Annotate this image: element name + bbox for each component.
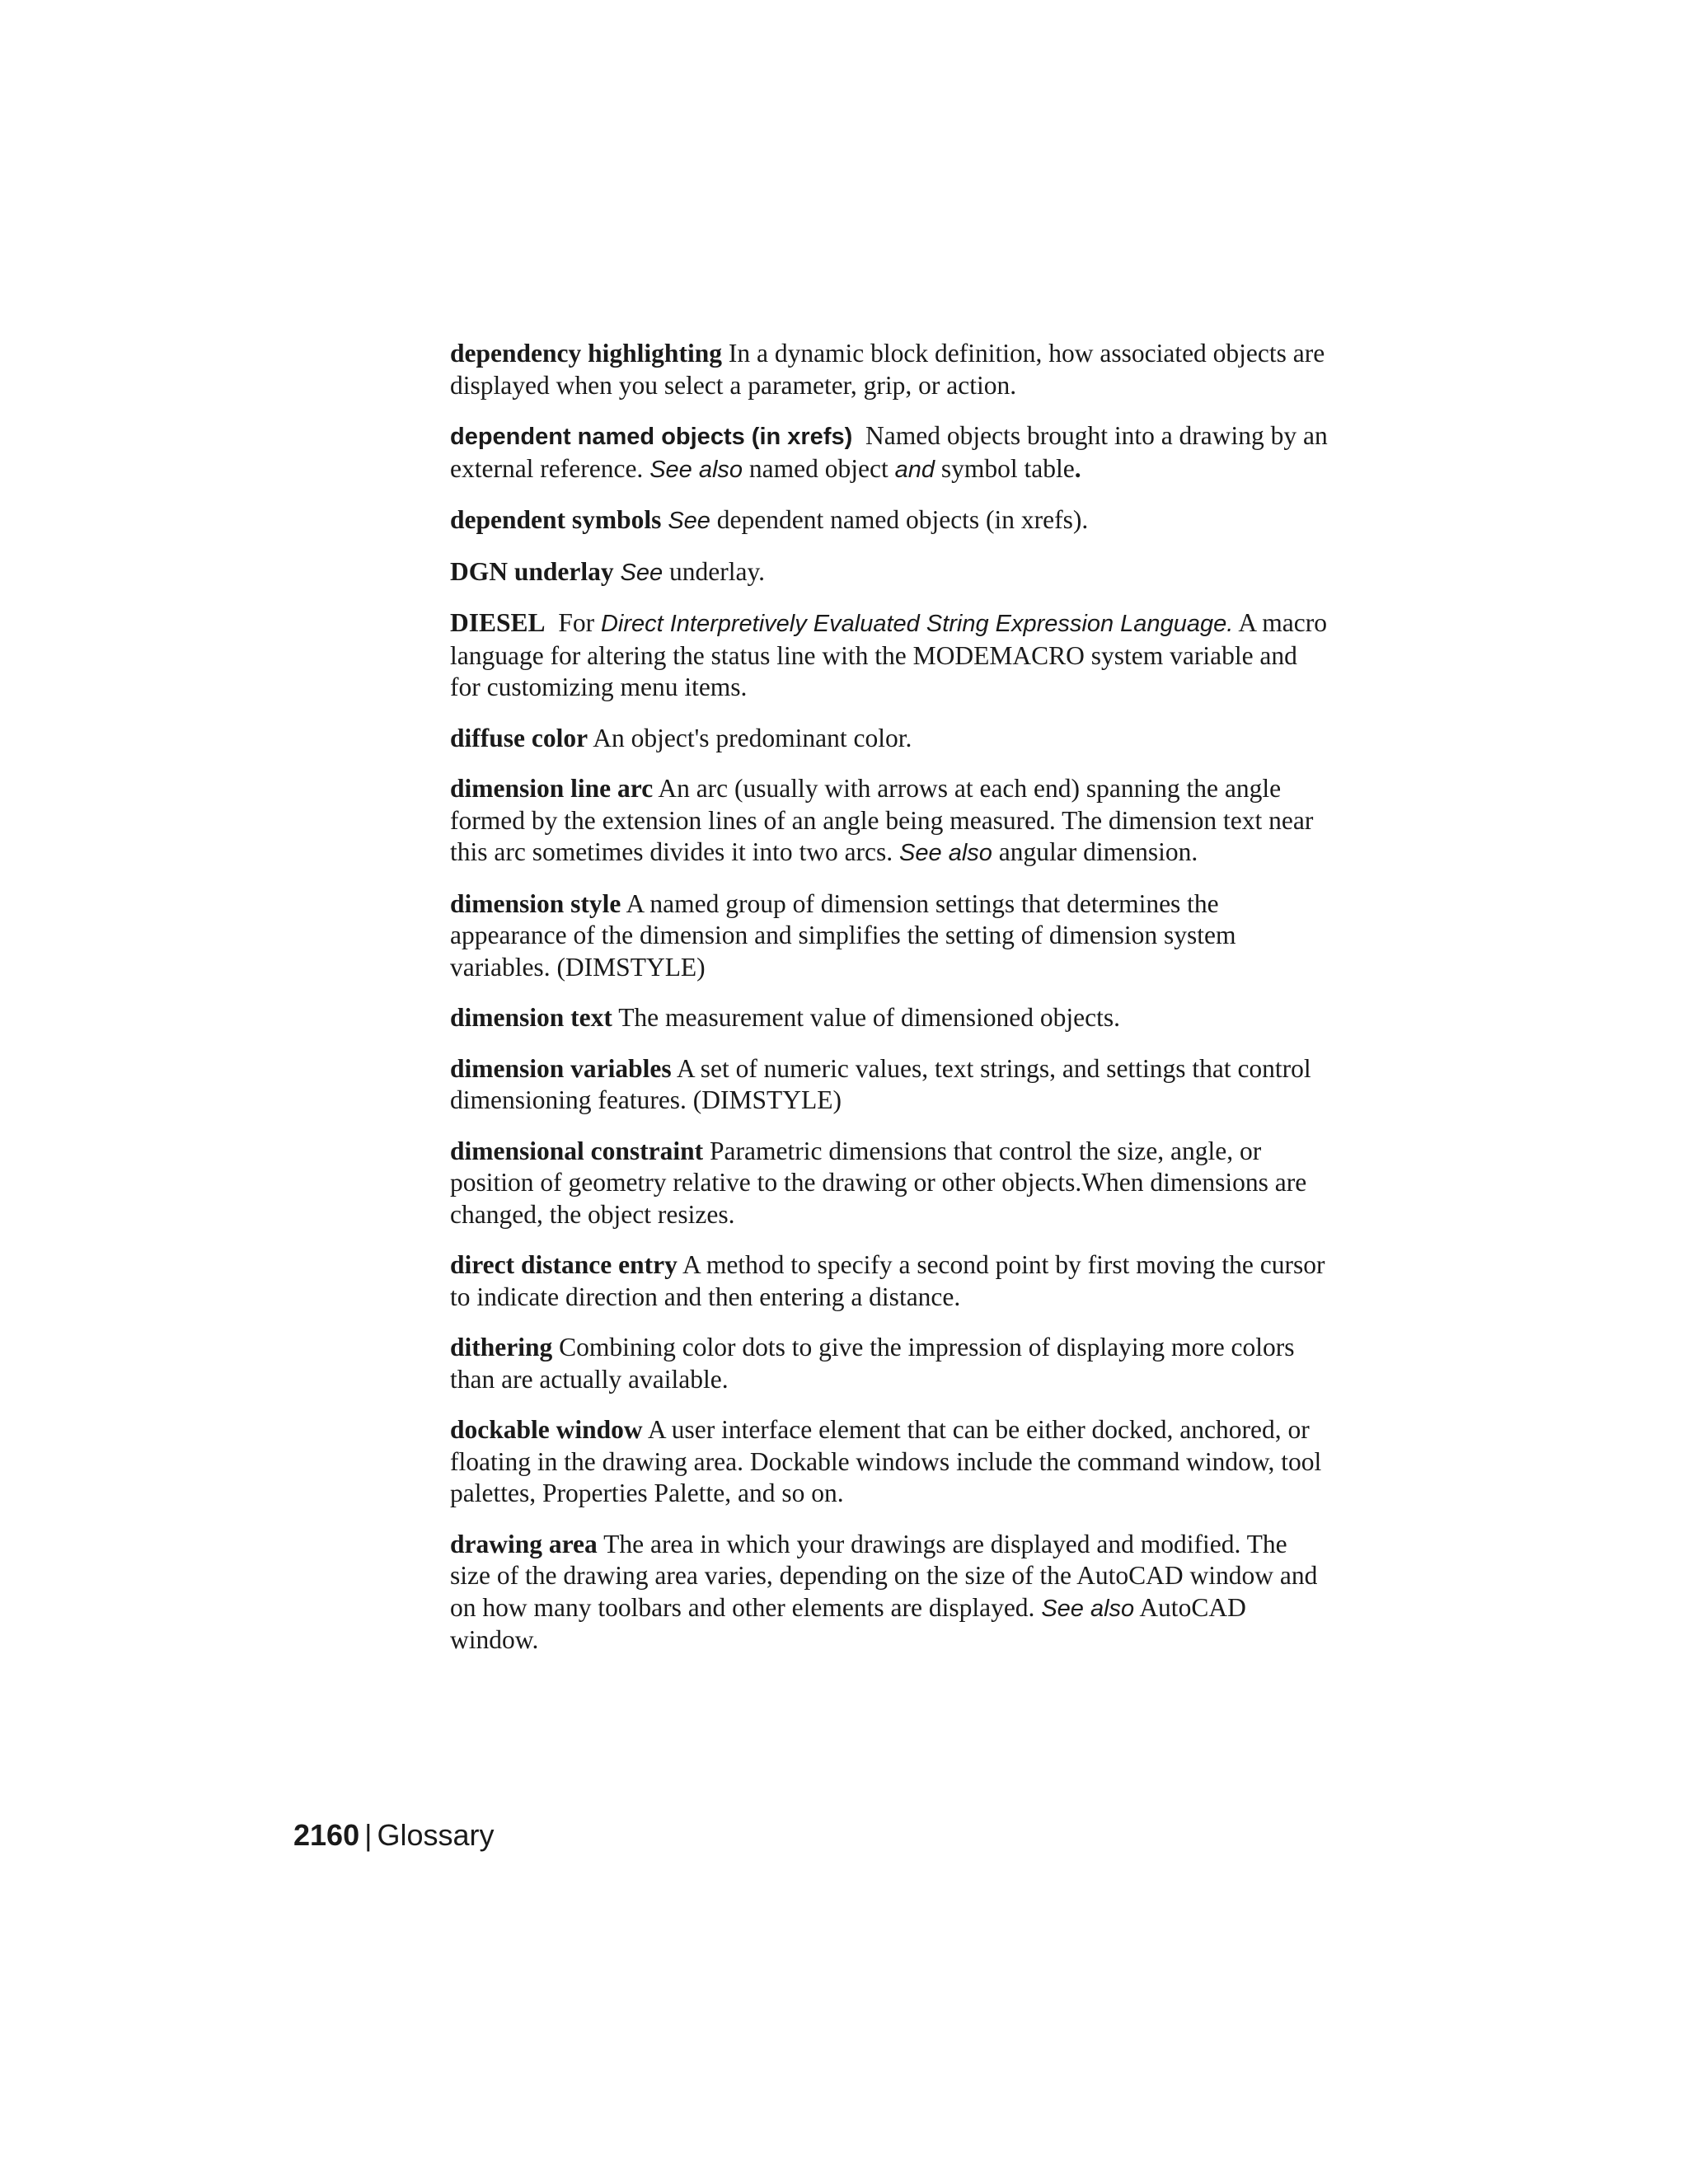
glossary-definition: The area in which your drawings are displayed and modified. The size of the drawing area varies, depending on the size of the AutoCAD window and on how many toolbars and other elements are displayed.: [450, 1529, 1318, 1622]
glossary-term: dimension text: [450, 1003, 612, 1032]
glossary-term: DIESEL: [450, 608, 546, 637]
glossary-term: dithering: [450, 1333, 553, 1361]
see-also-label: See also: [1041, 1595, 1135, 1622]
glossary-term: DGN underlay: [450, 556, 614, 586]
page-number: 2160: [293, 1818, 360, 1852]
cross-reference: dependent named objects (in xrefs).: [716, 505, 1089, 534]
glossary-term: drawing area: [450, 1529, 598, 1558]
glossary-definition: In a dynamic block definition, how associated objects are displayed when you select a parameter, grip, or action.: [450, 339, 1325, 400]
glossary-definition: A named group of dimension settings that determines the appearance of the dimension and simplifies the setting of dimension system variables. (DIMSTYLE): [450, 888, 1236, 982]
glossary-entry: [450, 420, 1332, 485]
glossary-term: dimension variables: [450, 1053, 672, 1083]
glossary-entry: [450, 723, 1332, 755]
glossary-entry: [450, 1529, 1332, 1657]
glossary-definition: Parametric dimensions that control the size, angle, or position of geometry relative to the drawing or other objects.When dimensions are changed, the object resizes.: [450, 1136, 1307, 1229]
see-also-label: See also: [649, 456, 743, 483]
glossary-definition: A macro language for altering the status line with the MODEMACRO system variable and for customizing menu items.: [450, 608, 1327, 701]
cross-reference: underlay.: [669, 556, 766, 586]
page-footer: [293, 1817, 494, 1854]
glossary-entry: [450, 1249, 1332, 1313]
glossary-definition: For: [558, 608, 595, 637]
cross-reference: angular dimension.: [998, 837, 1198, 866]
glossary-definition: A user interface element that can be either docked, anchored, or floating in the drawing area. Dockable windows include the command window, tool palettes, Properties Palette, and so on.: [450, 1415, 1322, 1507]
glossary-definition: The measurement value of dimensioned objects.: [618, 1003, 1120, 1032]
footer-separator: |: [364, 1818, 373, 1852]
glossary-term: dimension style: [450, 888, 621, 918]
see-also-label: See also: [899, 840, 992, 866]
glossary-entry: [450, 504, 1332, 537]
see-label: See: [668, 508, 710, 534]
cross-reference: named object: [748, 453, 889, 483]
glossary-entry: [450, 888, 1332, 984]
glossary-term: dependent named objects (in xrefs): [450, 424, 853, 450]
glossary-entry: [450, 338, 1332, 401]
glossary-entry: [450, 556, 1332, 589]
glossary-term: dimension line arc: [450, 774, 654, 803]
glossary-entry: [450, 1332, 1332, 1395]
glossary-definition: Named objects brought into a drawing by an external reference.: [450, 421, 1328, 483]
glossary-entry: [450, 1053, 1332, 1117]
glossary-term: direct distance entry: [450, 1250, 678, 1279]
see-label: See: [620, 559, 663, 586]
glossary-term: dockable window: [450, 1415, 643, 1444]
terminal-period: .: [1074, 453, 1081, 483]
conjunction-label: and: [894, 456, 935, 483]
glossary-term: dependency highlighting: [450, 339, 722, 368]
cross-reference: symbol table: [940, 453, 1075, 483]
glossary-entry: [450, 1414, 1332, 1510]
glossary-body: [450, 338, 1332, 1675]
glossary-entry: [450, 1136, 1332, 1231]
glossary-definition: A set of numeric values, text strings, and settings that control dimensioning features. (DIMSTYLE): [450, 1053, 1311, 1114]
glossary-entry: [450, 607, 1332, 704]
glossary-term: dimensional constraint: [450, 1136, 704, 1165]
glossary-definition: A method to specify a second point by first moving the cursor to indicate direction and then entering a distance.: [450, 1250, 1325, 1311]
glossary-definition: An object's predominant color.: [593, 723, 912, 752]
acronym-expansion: Direct Interpretively Evaluated String Expression Language.: [600, 611, 1234, 637]
cross-reference: AutoCAD window.: [450, 1592, 1246, 1654]
glossary-entry: [450, 773, 1332, 869]
glossary-term: dependent symbols: [450, 505, 662, 534]
section-title: Glossary: [377, 1818, 495, 1852]
glossary-definition: An arc (usually with arrows at each end) spanning the angle formed by the extension lines of an angle being measured. The dimension text near this arc sometimes divides it into two arcs.: [450, 774, 1314, 866]
glossary-entry: [450, 1002, 1332, 1034]
glossary-definition: Combining color dots to give the impression of displaying more colors than are actually available.: [450, 1333, 1295, 1394]
glossary-term: diffuse color: [450, 723, 588, 752]
